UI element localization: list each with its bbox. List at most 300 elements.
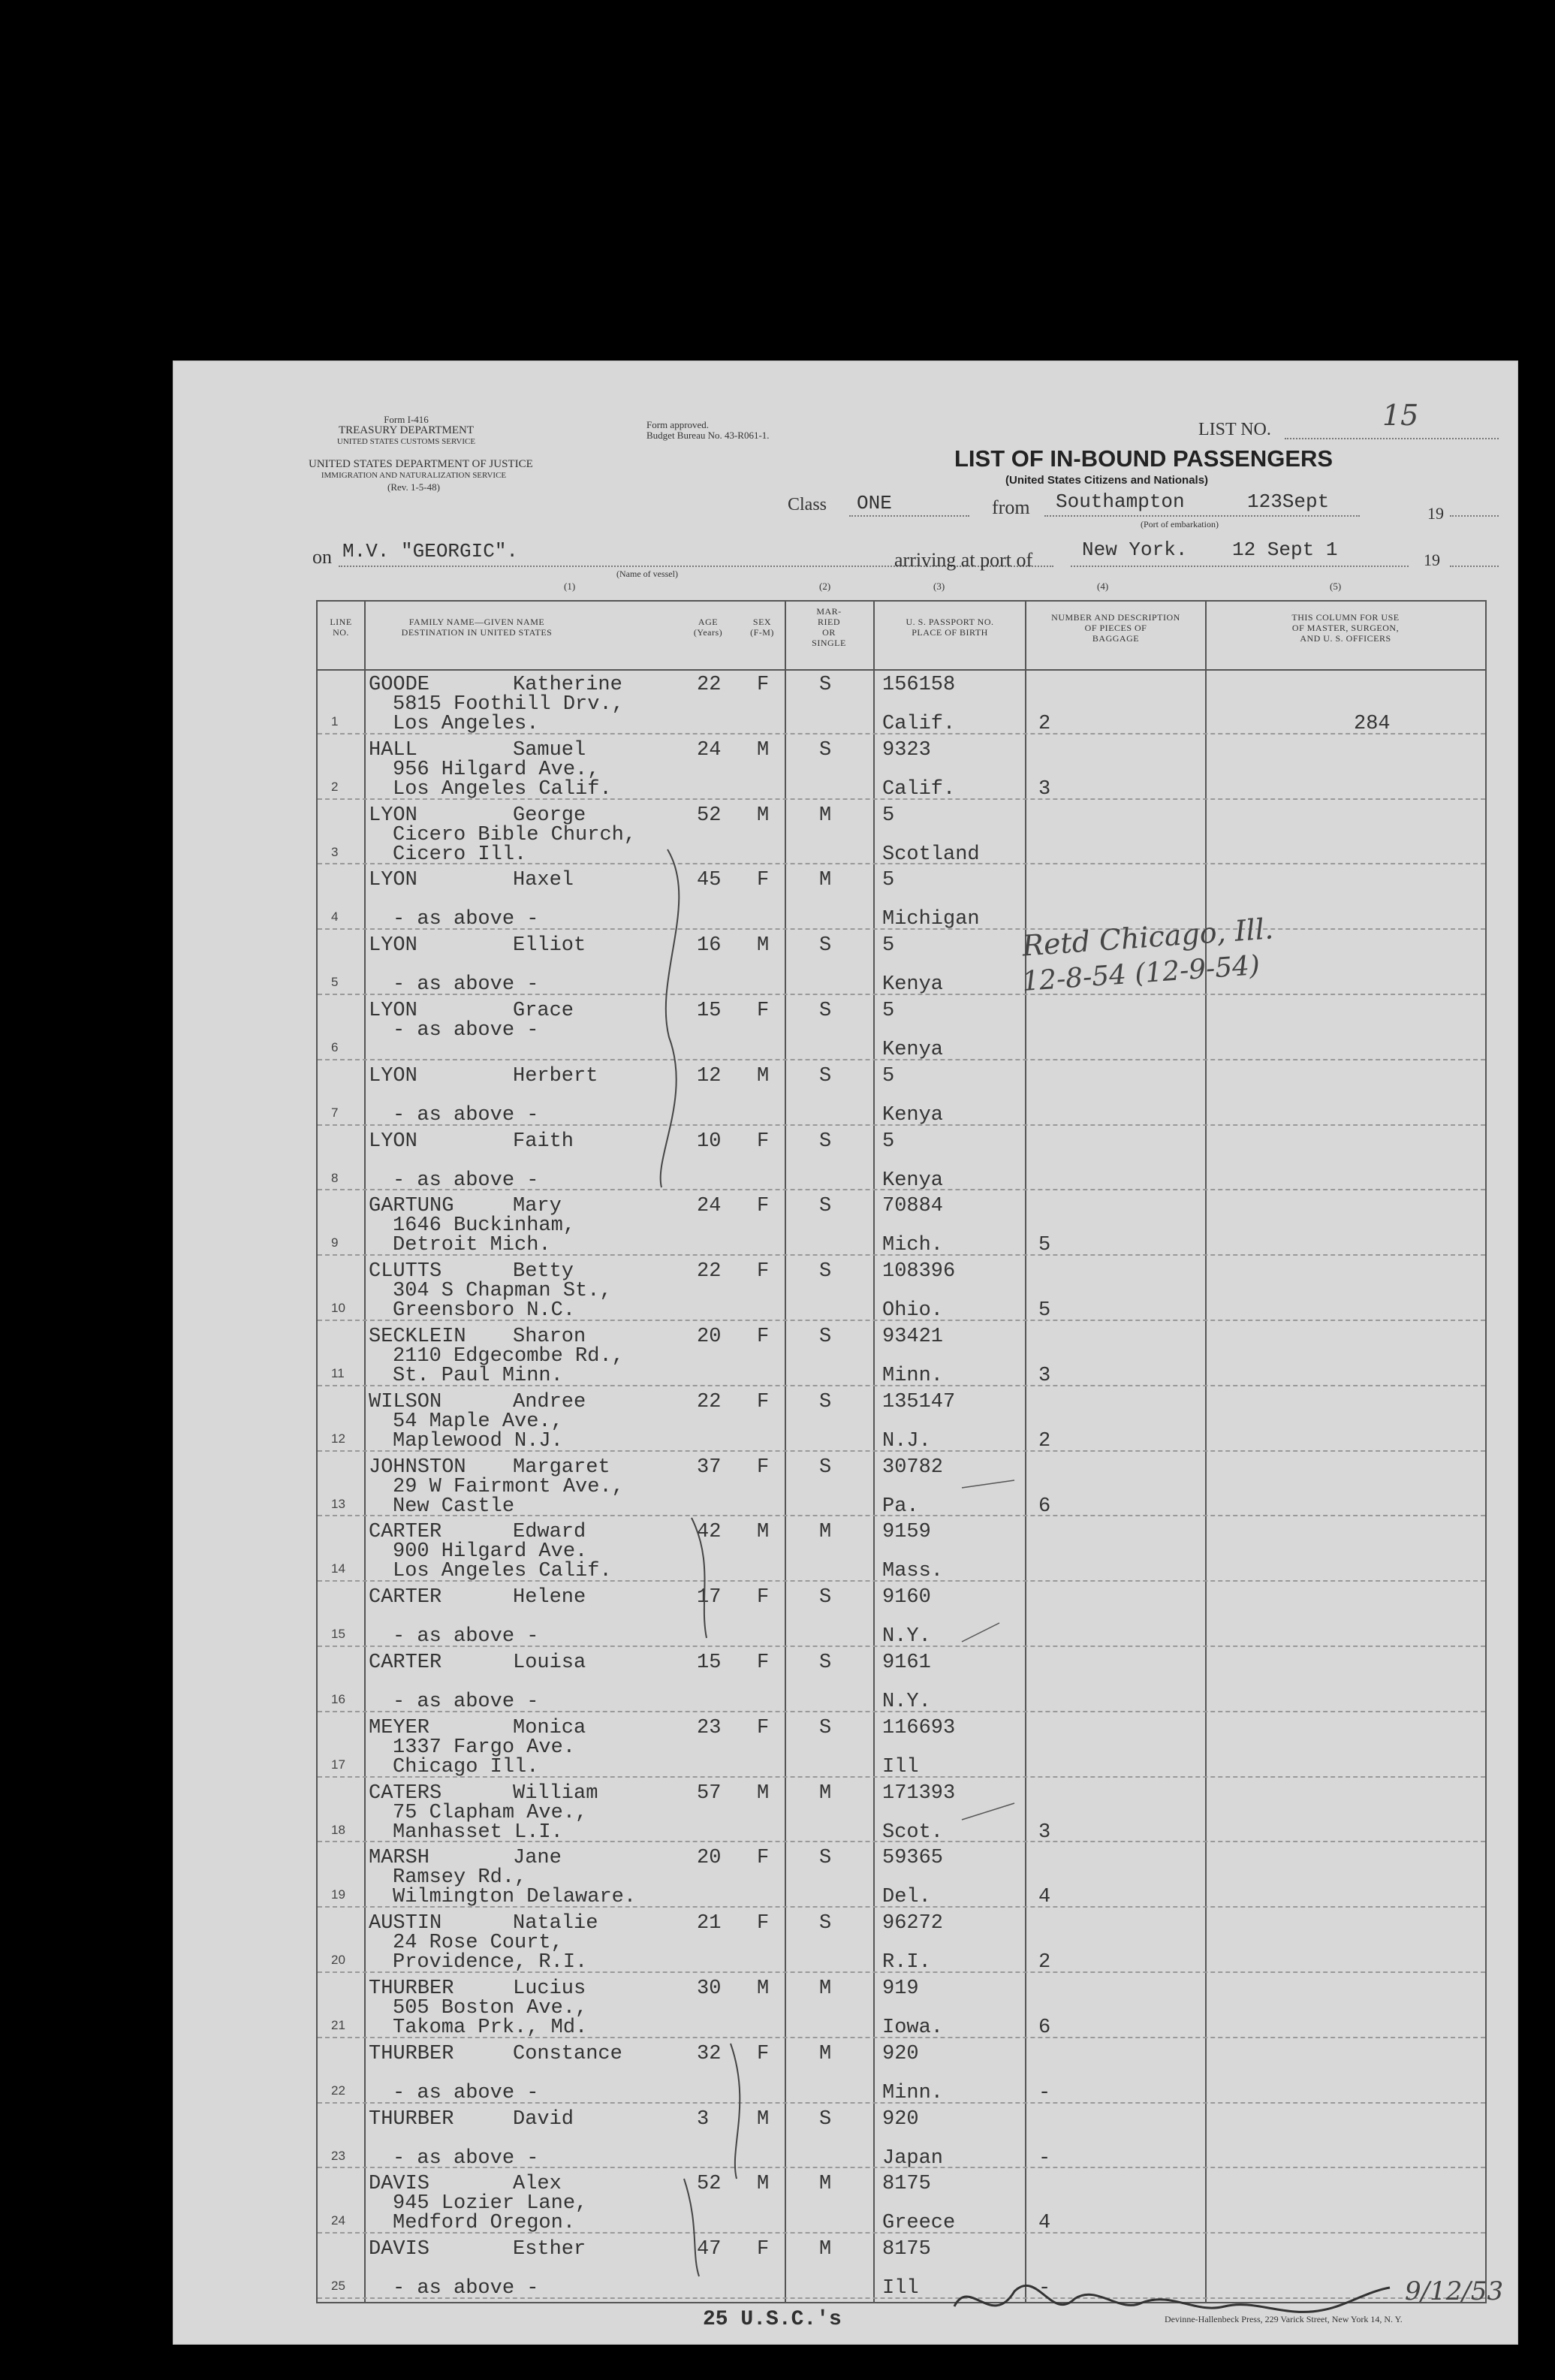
place-of-birth: Del. [882,1886,931,1909]
line-number: 15 [331,1627,345,1642]
passport-number: 116693 [882,1716,956,1739]
address-line-2: - as above - [393,1691,539,1713]
address-line-2: Los Angeles Calif. [393,777,612,801]
passport-number: 93421 [882,1326,944,1348]
marital-status: S [819,1455,832,1479]
given-name: Faith [513,1130,574,1153]
address-line-2: Chicago Ill. [393,1755,539,1778]
address-line-2: Manhasset L.I. [393,1820,563,1844]
ins-service: IMMIGRATION AND NATURALIZATION SERVICE [321,471,507,480]
address-line-1: - as above - [393,1019,539,1042]
address-line-2: - as above - [393,2081,539,2104]
baggage-count: 2 [1038,1429,1051,1452]
baggage-count: 5 [1038,1299,1051,1323]
address-line-1: 29 W Fairmont Ave., [393,1475,624,1498]
given-name: Monica [513,1716,586,1739]
given-name: Constance [513,2042,622,2065]
age: 3 [697,2107,710,2131]
marital-status: S [819,1195,832,1218]
sex: F [757,2042,770,2065]
address-line-2: Greensboro N.C. [393,1299,576,1323]
port-caption: (Port of embarkation) [1141,519,1219,529]
baggage-count: 2 [1038,713,1051,735]
header-passport: U. S. PASSPORT NO. PLACE OF BIRTH [906,617,994,638]
line-number: 9 [331,1235,339,1250]
baggage-count: 2 [1038,1951,1051,1974]
family-name: LYON [369,1064,417,1087]
given-name: Margaret [513,1455,610,1479]
signature [947,2261,1397,2336]
col-number-2: (2) [819,581,831,592]
address-line-1: 54 Maple Ave., [393,1410,563,1433]
place-of-birth: Mass. [882,1560,944,1583]
address-line-1: 304 S Chapman St., [393,1280,612,1303]
passport-number: 30782 [882,1455,944,1479]
family-name: WILSON [369,1390,442,1413]
line-number: 21 [331,2018,345,2032]
given-name: Grace [513,1000,574,1022]
place-of-birth: N.Y. [882,1691,931,1713]
marital-status: M [819,1977,832,2000]
address-line-2: - as above - [393,973,539,997]
family-name: LYON [369,804,417,827]
passport-number: 135147 [882,1390,956,1413]
age: 10 [697,1130,722,1153]
address-line-2: - as above - [393,1625,539,1649]
given-name: Edward [513,1521,586,1544]
age: 52 [697,2173,722,2196]
arriving-date: 12 Sept 1 [1232,538,1338,561]
marital-status: S [819,1326,832,1348]
vessel-caption: (Name of vessel) [616,569,678,579]
line-number: 23 [331,2148,345,2163]
line-number: 10 [331,1301,345,1316]
address-line-1: 956 Hilgard Ave., [393,758,600,781]
marital-status: M [819,869,832,892]
passport-number: 920 [882,2042,919,2065]
place-of-birth: Kenya [882,1039,944,1061]
year-label-2: 19 [1424,551,1440,569]
sex: F [757,1847,770,1870]
age: 57 [697,1781,722,1805]
marital-status: S [819,1586,832,1609]
age: 16 [697,934,722,958]
line-number: 24 [331,2213,345,2228]
header-line-no: LINE NO. [330,617,352,638]
marital-status: S [819,1390,832,1413]
place-of-birth: Minn. [882,2081,944,2104]
given-name: Katherine [513,674,622,696]
marital-status: M [819,2173,832,2196]
passport-number: 8175 [882,2238,931,2261]
passport-number: 5 [882,934,895,958]
line-number: 5 [331,975,339,990]
form-number: Form I-416 [384,414,429,425]
given-name: David [513,2107,574,2131]
address-line-2: Los Angeles. [393,713,539,735]
age: 15 [697,1000,722,1022]
line-number: 3 [331,844,339,859]
baggage-count: 6 [1038,1495,1051,1518]
sex: F [757,1000,770,1022]
address-line-2: - as above - [393,2146,539,2170]
sex: F [757,1652,770,1674]
address-line-1: 1337 Fargo Ave. [393,1736,576,1759]
baggage-count: 3 [1038,1365,1051,1387]
place-of-birth: Iowa. [882,2017,944,2039]
sex: F [757,1586,770,1609]
family-name: DAVIS [369,2238,430,2261]
family-name: HALL [369,738,417,762]
passport-number: 8175 [882,2173,931,2196]
given-name: Samuel [513,738,586,762]
marital-status: S [819,674,832,696]
marital-status: S [819,934,832,958]
given-name: Haxel [513,869,574,892]
col-number-4: (4) [1097,581,1109,592]
address-line-1: 75 Clapham Ave., [393,1801,588,1824]
place-of-birth: Calif. [882,777,956,801]
sex: F [757,2238,770,2261]
family-name: THURBER [369,2042,454,2065]
given-name: Jane [513,1847,562,1870]
family-name: LYON [369,934,417,958]
line-number: 1 [331,714,339,728]
family-name: LYON [369,869,417,892]
family-name: LYON [369,1000,417,1022]
on-label: on [312,546,332,568]
family-name: DAVIS [369,2173,430,2196]
header-married: MAR- RIED OR SINGLE [812,606,846,648]
given-name: Mary [513,1195,562,1218]
sex: F [757,1130,770,1153]
budget-bureau: Budget Bureau No. 43-R061-1. [646,430,770,441]
given-name: Helene [513,1586,586,1609]
family-name: SECKLEIN [369,1326,466,1348]
sex: M [757,738,770,762]
place-of-birth: N.J. [882,1429,931,1452]
address-line-2: Maplewood N.J. [393,1429,563,1452]
from-value: Southampton [1056,490,1185,513]
baggage-count: - [1038,2146,1051,2170]
age: 22 [697,1260,722,1284]
family-name: THURBER [369,1977,454,2000]
year-label: 19 [1427,504,1444,523]
family-name: JOHNSTON [369,1455,466,1479]
signature-date: 9/12/53 [1405,2276,1504,2306]
sex: M [757,1977,770,2000]
form-approved: Form approved. [646,419,710,430]
marital-status: S [819,1000,832,1022]
sex: M [757,934,770,958]
passport-number: 919 [882,1977,919,2000]
arriving-port: New York. [1082,538,1188,561]
address-line-1: Ramsey Rd., [393,1866,527,1890]
address-line-2: - as above - [393,1103,539,1127]
baggage-count: - [1038,2081,1051,2104]
given-name: Andree [513,1390,586,1413]
passport-number: 5 [882,1000,895,1022]
age: 20 [697,1847,722,1870]
passport-number: 156158 [882,674,956,696]
family-name: MEYER [369,1716,430,1739]
place-of-birth: Greece [882,2212,956,2235]
family-name: THURBER [369,2107,454,2131]
age: 37 [697,1455,722,1479]
address-line-1: Cicero Bible Church, [393,823,637,846]
header-officers: THIS COLUMN FOR USE OF MASTER, SURGEON, AND U. S. OFFICERS [1291,612,1400,644]
sex: F [757,1912,770,1935]
line-number: 7 [331,1105,339,1120]
given-name: Alex [513,2173,562,2196]
address-line-2: - as above - [393,2277,539,2300]
passport-number: 9159 [882,1521,931,1544]
family-name: CARTER [369,1521,442,1544]
sex: M [757,1781,770,1805]
sex: F [757,1716,770,1739]
given-name: Herbert [513,1064,598,1087]
address-line-1: 505 Boston Ave., [393,1997,588,2020]
age: 47 [697,2238,722,2261]
baggage-count: 4 [1038,2212,1051,2235]
address-line-1: 900 Hilgard Ave. [393,1540,588,1564]
passport-number: 5 [882,1064,895,1087]
marital-status: S [819,1716,832,1739]
age: 21 [697,1912,722,1935]
address-line-1: 5815 Foothill Drv., [393,693,624,716]
address-line-2: St. Paul Minn. [393,1365,563,1387]
place-of-birth: Pa. [882,1495,919,1518]
family-name: AUSTIN [369,1912,442,1935]
baggage-count: - [1038,2277,1051,2300]
line-number: 20 [331,1953,345,1968]
passport-number: 5 [882,1130,895,1153]
age: 22 [697,674,722,696]
age: 30 [697,1977,722,2000]
place-of-birth: Scot. [882,1820,944,1844]
col-number-5: (5) [1330,581,1342,592]
list-title: LIST OF IN-BOUND PASSENGERS [954,445,1334,472]
line-number: 18 [331,1822,345,1837]
place-of-birth: Japan [882,2146,944,2170]
passport-number: 9161 [882,1652,931,1674]
header-name: FAMILY NAME—GIVEN NAME DESTINATION IN UNITED STATES [401,617,553,638]
place-of-birth: Scotland [882,843,980,866]
given-name: Esther [513,2238,586,2261]
header-baggage: NUMBER AND DESCRIPTION OF PIECES OF BAGGAGE [1051,612,1180,644]
marital-status: S [819,1064,832,1087]
line-number: 17 [331,1757,345,1772]
age: 17 [697,1586,722,1609]
line-number: 13 [331,1496,345,1511]
col-number-3: (3) [933,581,945,592]
given-name: Lucius [513,1977,586,2000]
age: 24 [697,1195,722,1218]
header-age: AGE (Years) [693,617,723,638]
given-name: George [513,804,586,827]
marital-status: M [819,1781,832,1805]
passport-number: 70884 [882,1195,944,1218]
header-sex: SEX (F-M) [750,617,774,638]
form-revision: (Rev. 1-5-48) [387,481,440,493]
address-line-2: New Castle [393,1495,515,1518]
marital-status: S [819,1912,832,1935]
sex: M [757,804,770,827]
sex: M [757,2173,770,2196]
place-of-birth: Minn. [882,1365,944,1387]
age: 23 [697,1716,722,1739]
address-line-1: 2110 Edgecombe Rd., [393,1345,624,1368]
address-line-2: - as above - [393,1169,539,1192]
given-name: Elliot [513,934,586,958]
age: 24 [697,738,722,762]
address-line-1: 945 Lozier Lane, [393,2192,588,2216]
address-line-1: 24 Rose Court, [393,1932,563,1955]
line-number: 16 [331,1692,345,1706]
from-date: 123Sept [1247,490,1330,513]
passenger-list-sheet [173,360,1518,2345]
baggage-count: 5 [1038,1234,1051,1257]
line-number: 14 [331,1561,345,1576]
age: 22 [697,1390,722,1413]
passport-number: 108396 [882,1260,956,1284]
line-number: 2 [331,779,339,794]
age: 42 [697,1521,722,1544]
family-name: CARTER [369,1652,442,1674]
line-number: 12 [331,1431,345,1446]
sex: F [757,1455,770,1479]
justice-department: UNITED STATES DEPARTMENT OF JUSTICE [309,458,533,470]
family-name: GARTUNG [369,1195,454,1218]
line-number: 11 [331,1366,345,1380]
marital-status: S [819,1260,832,1284]
age: 45 [697,869,722,892]
family-name: CARTER [369,1586,442,1609]
place-of-birth: Ohio. [882,1299,944,1323]
sex: F [757,674,770,696]
address-line-2: Medford Oregon. [393,2212,576,2235]
arriving-label: arriving at port of [894,549,1033,571]
given-name: William [513,1781,598,1805]
address-line-2: - as above - [393,908,539,931]
sex: F [757,1195,770,1218]
place-of-birth: N.Y. [882,1625,931,1649]
given-name: Natalie [513,1912,598,1935]
line-number: 22 [331,2083,345,2098]
place-of-birth: Kenya [882,1169,944,1192]
place-of-birth: R.I. [882,1951,931,1974]
marital-status: S [819,1652,832,1674]
col-number-1: (1) [564,581,576,592]
from-label: from [992,496,1030,518]
sex: M [757,2107,770,2131]
marital-status: M [819,1521,832,1544]
passport-number: 5 [882,804,895,827]
class-value: ONE [857,492,892,514]
passport-number: 920 [882,2107,919,2131]
line-number: 25 [331,2279,345,2294]
sex: F [757,1326,770,1348]
treasury-department: TREASURY DEPARTMENT [338,424,475,436]
family-name: GOODE [369,674,430,696]
list-no-value: 15 [1382,399,1419,432]
printer-line: Devinne-Hallenbeck Press, 229 Varick Street, New York 14, N. Y. [1165,2314,1403,2324]
age: 32 [697,2042,722,2065]
given-name: Sharon [513,1326,586,1348]
address-line-2: Takoma Prk., Md. [393,2017,588,2039]
sex: F [757,1390,770,1413]
address-line-2: Los Angeles Calif. [393,1560,612,1583]
officer-note: 284 [1354,713,1391,735]
address-line-2: Cicero Ill. [393,843,527,866]
family-name: MARSH [369,1847,430,1870]
vessel-name: M.V. "GEORGIC". [342,540,519,563]
marital-status: S [819,1130,832,1153]
line-number: 4 [331,909,339,925]
address-line-2: Wilmington Delaware. [393,1886,637,1909]
passport-number: 59365 [882,1847,944,1870]
passport-number: 96272 [882,1912,944,1935]
customs-service: UNITED STATES CUSTOMS SERVICE [336,437,476,446]
baggage-count: 3 [1038,1820,1051,1844]
sex: F [757,1260,770,1284]
address-line-1: 1646 Buckinham, [393,1214,576,1238]
family-name: CATERS [369,1781,442,1805]
marital-status: S [819,2107,832,2131]
marital-status: M [819,804,832,827]
place-of-birth: Kenya [882,973,944,997]
given-name: Betty [513,1260,574,1284]
bracket-marks [173,361,1517,2344]
family-name: CLUTTS [369,1260,442,1284]
passport-number: 9160 [882,1586,931,1609]
sex: M [757,1064,770,1087]
age: 12 [697,1064,722,1087]
passport-number: 171393 [882,1781,956,1805]
baggage-count: 4 [1038,1886,1051,1909]
place-of-birth: Calif. [882,713,956,735]
family-name: LYON [369,1130,417,1153]
age: 20 [697,1326,722,1348]
address-line-2: Detroit Mich. [393,1234,551,1257]
address-line-2: Providence, R.I. [393,1951,588,1974]
place-of-birth: Kenya [882,1103,944,1127]
sex: M [757,1521,770,1544]
marital-status: M [819,2042,832,2065]
age: 52 [697,804,722,827]
place-of-birth: Michigan [882,908,980,931]
list-subtitle: (United States Citizens and Nationals) [1005,474,1209,487]
marital-status: S [819,738,832,762]
passport-number: 5 [882,869,895,892]
place-of-birth: Ill [882,1755,919,1778]
list-no-label: LIST NO. [1198,420,1271,439]
sex: F [757,869,770,892]
passport-number: 9323 [882,738,931,762]
age: 15 [697,1652,722,1674]
baggage-count: 6 [1038,2017,1051,2039]
line-number: 8 [331,1170,339,1185]
marital-status: M [819,2238,832,2261]
marital-status: S [819,1847,832,1870]
handwritten-note-dates: 12-8-54 (12-9-54) [1020,949,1261,998]
place-of-birth: Ill [882,2277,919,2300]
given-name: Louisa [513,1652,586,1674]
place-of-birth: Mich. [882,1234,944,1257]
class-label: Class [788,495,827,514]
line-number: 19 [331,1887,345,1902]
footer-count: 25 U.S.C.'s [703,2308,842,2331]
